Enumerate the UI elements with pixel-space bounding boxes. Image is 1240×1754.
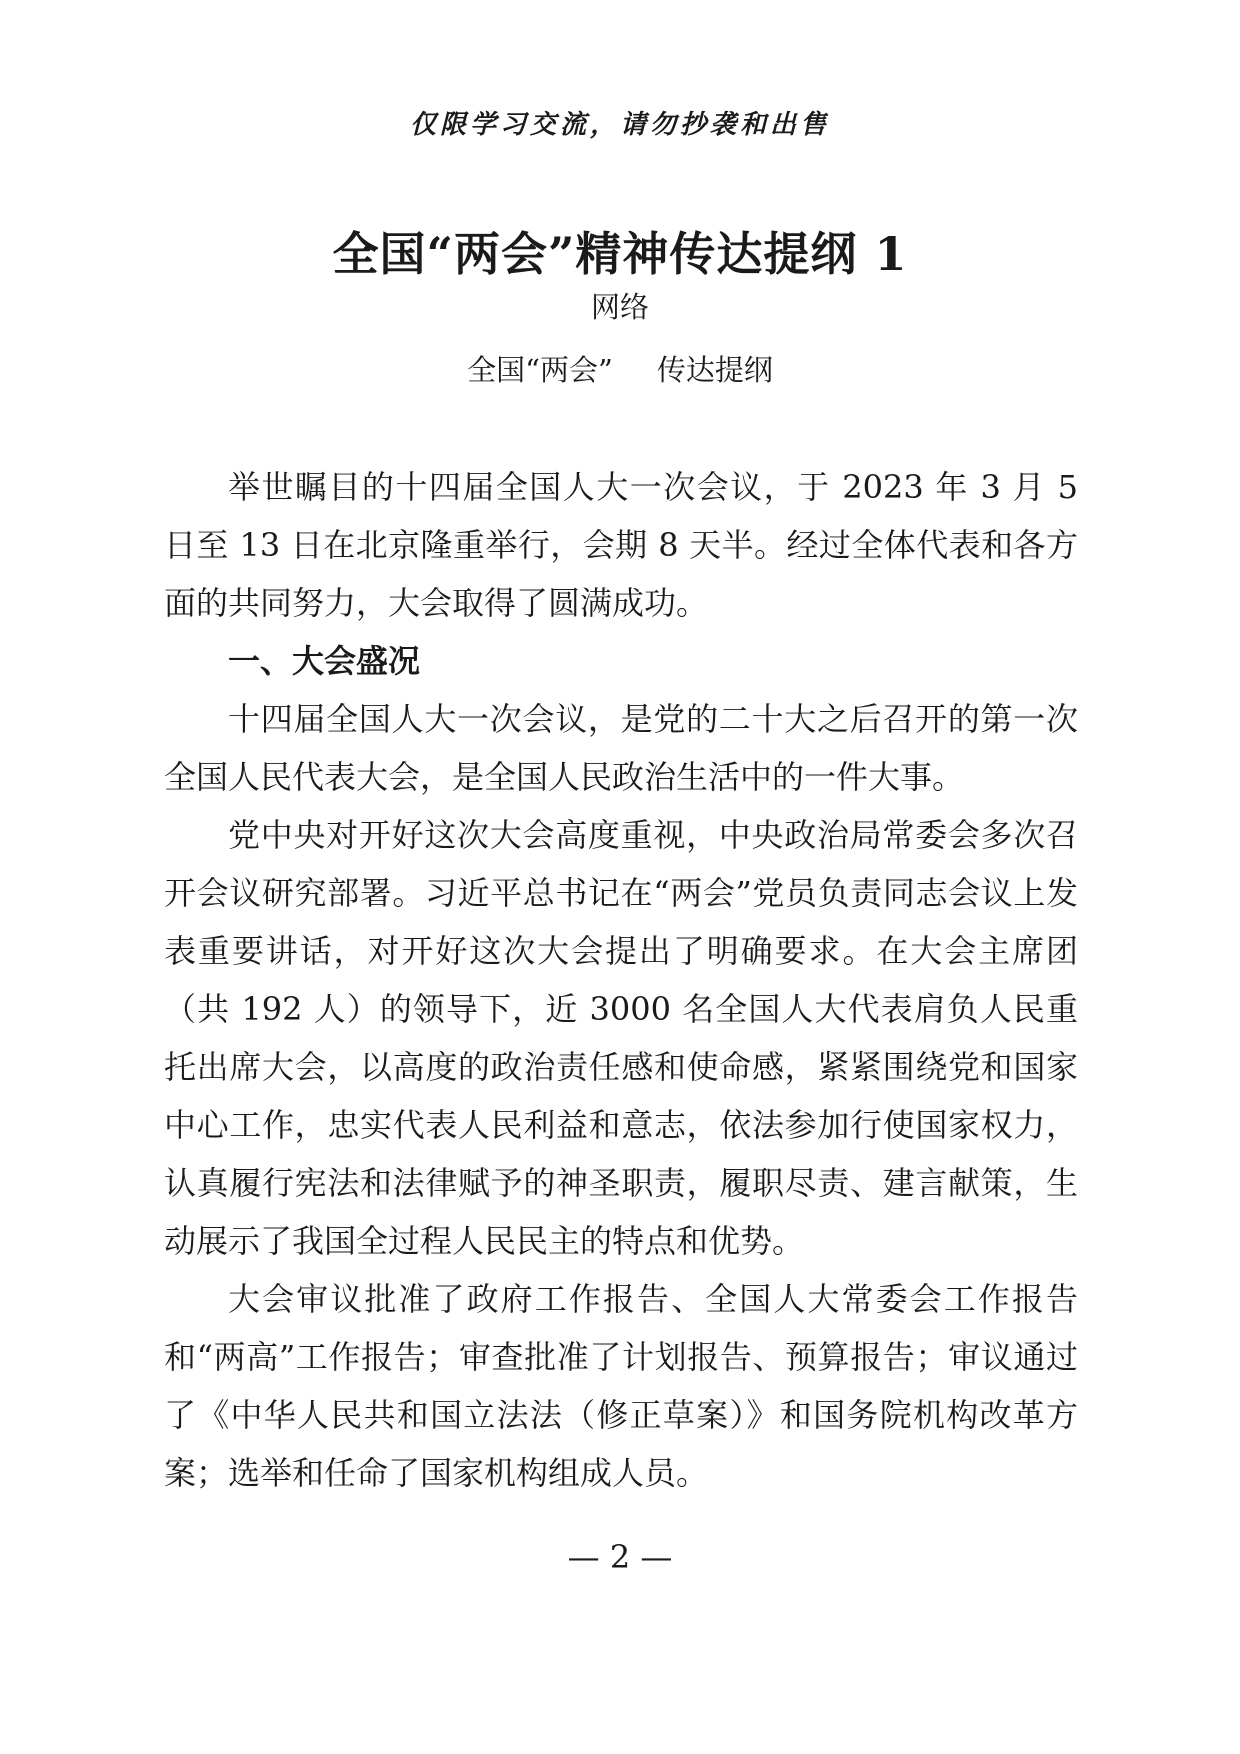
section-heading: 一、大会盛况 [228,642,421,680]
page-number: — 2 — [567,1538,673,1576]
body-paragraph: 十四届全国人大一次会议，是党的二十大之后召开的第一次全国人民代表大会，是全国人民政治生活中的一件大事。 [164,700,1078,796]
keyword: 全国“两会” [467,353,613,387]
intro-paragraph: 举世瞩目的十四届全国人大一次会议，于 2023 年 3 月 5 日至 13 日在北京隆重举行，会期 8 天半。经过全体代表和各方面的共同努力，大会取得了圆满成功。 [164,468,1078,622]
body-paragraph: 大会审议批准了政府工作报告、全国人大常委会工作报告和“两高”工作报告；审查批准了计划报告、预算报告；审议通过了《中华人民共和国立法法（修正草案）》和国务院机构改革方案；选举和任命了国家机构组成人员。 [164,1280,1078,1492]
document-body [164,458,1078,1502]
header-note: 仅限学习交流，请勿抄袭和出售 [409,110,830,140]
document-title: 全国“两会”精神传达提纲 1 [332,227,908,281]
keyword: 传达提纲 [656,353,773,387]
body-paragraph: 党中央对开好这次大会高度重视，中央政治局常委会多次召开会议研究部署。习近平总书记在“两会”党员负责同志会议上发表重要讲话，对开好这次大会提出了明确要求。在大会主席团（共 192 人）的领导下，近 3000 名全国人大代表肩负人民重托出席大会，以高度的政治责任感和使命感，紧紧围绕党和国家中心工作，忠实代表人民利益和意志，依法参加行使国家权力，认真履行宪法和法律赋予的神圣职责，履职尽责、建言献策，生动展示了我国全过程人民民主的特点和优势。 [164,816,1078,1260]
source-line: 网络 [590,290,649,324]
keywords-line [0,348,1240,389]
